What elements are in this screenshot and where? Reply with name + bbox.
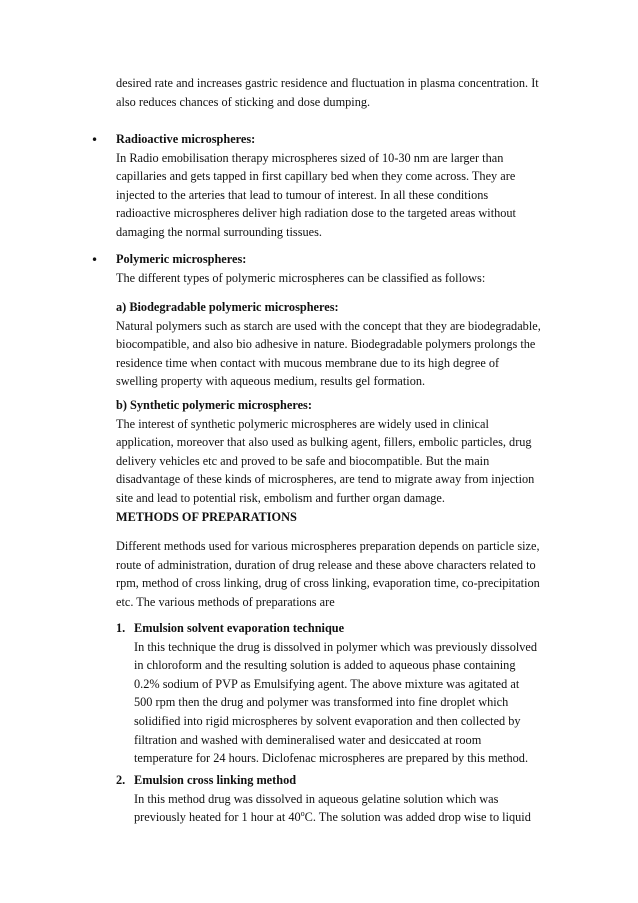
- subsection-heading: b) Synthetic polymeric microspheres:: [116, 398, 312, 412]
- item-number: 2.: [116, 773, 126, 787]
- paragraph-line: capillaries and gets tapped in first capillary bed when they come across. They are: [116, 169, 516, 184]
- bullet-icon: •: [91, 133, 99, 147]
- line-text: previously heated for 1 hour at 40: [134, 810, 301, 825]
- degree-superscript: o: [300, 809, 305, 819]
- paragraph-line: filtration and washed with demineralised water and desiccated at room: [134, 732, 482, 747]
- item-number: 1.: [116, 621, 126, 635]
- paragraph-line: Natural polymers such as starch are used with the concept that they are biodegradable,: [116, 318, 541, 333]
- paragraph-line: 500 rpm then the drug and polymer was transformed into fine droplet which: [134, 695, 509, 710]
- paragraph-line: in chloroform and the resulting solution is added to aqueous phase containing: [134, 658, 516, 673]
- method-item-1: [134, 619, 562, 768]
- paragraph-line: In this method drug was dissolved in aqueous gelatine solution which was: [134, 791, 499, 806]
- paragraph-line: injected to the arteries that lead to tumour of interest. In all these conditions: [116, 187, 489, 202]
- synthetic-subsection: [116, 396, 562, 508]
- paragraph-line: site and lead to potential risk, embolism and further organ damage.: [116, 490, 445, 505]
- methods-heading-block: [116, 508, 562, 527]
- paragraph-line: route of administration, duration of drug release and these above characters related to: [116, 557, 536, 572]
- paragraph-line: swelling property with aqueous medium, results gel formation.: [116, 374, 426, 389]
- paragraph-line: biocompatible, and also bio adhesive in nature. Biodegradable polymers prolongs the: [116, 337, 536, 352]
- paragraph-line: The interest of synthetic polymeric microspheres are widely used in clinical: [116, 416, 489, 431]
- paragraph-line: [134, 808, 562, 827]
- paragraph-line: Different methods used for various microspheres preparation depends on particle size,: [116, 539, 540, 553]
- section-heading: Radioactive microspheres:: [116, 132, 256, 146]
- paragraph-line: In Radio emobilisation therapy microspheres sized of 10-30 nm are larger than: [116, 150, 504, 165]
- item-heading: Emulsion solvent evaporation technique: [134, 621, 345, 635]
- intro-line: also reduces chances of sticking and dose dumping.: [116, 94, 371, 109]
- paragraph-line: residence time when contact with mucous membrane due to its high degree of: [116, 355, 500, 370]
- intro-line: desired rate and increases gastric residence and fluctuation in plasma concentration. It: [116, 76, 539, 90]
- paragraph-line: The different types of polymeric microspheres can be classified as follows:: [116, 270, 486, 285]
- methods-intro: [116, 537, 562, 611]
- biodegradable-subsection: [116, 298, 562, 391]
- paragraph-line: solidified into rigid microspheres by solvent evaporation and then collected by: [134, 713, 521, 728]
- paragraph-line: radioactive microspheres deliver high radiation dose to the targeted areas without: [116, 206, 516, 221]
- intro-paragraph: [116, 74, 562, 111]
- paragraph-line: damaging the normal surrounding tissues.: [116, 224, 322, 239]
- radioactive-section: [116, 130, 562, 242]
- item-heading: Emulsion cross linking method: [134, 773, 297, 787]
- paragraph-line: delivery vehicles etc and proved to be safe and biocompatible. But the main: [116, 453, 490, 468]
- subsection-heading: a) Biodegradable polymeric microspheres:: [116, 300, 339, 314]
- paragraph-line: In this technique the drug is dissolved in polymer which was previously dissolved: [134, 639, 538, 654]
- paragraph-line: application, moreover that also used as bulking agent, fillers, embolic particles, drug: [116, 435, 532, 450]
- line-text: C. The solution was added drop wise to liquid: [304, 810, 531, 825]
- paragraph-line: rpm, method of cross linking, drug of cross linking, evaporation time, co-precipitation: [116, 576, 540, 591]
- polymeric-section: [116, 250, 562, 287]
- paragraph-line: temperature for 24 hours. Diclofenac microspheres are prepared by this method.: [134, 751, 529, 766]
- methods-heading: METHODS OF PREPARATIONS: [116, 510, 297, 524]
- paragraph-line: disadvantage of these kinds of microspheres, are tend to migrate away from injection: [116, 472, 535, 487]
- method-item-2: [134, 771, 562, 827]
- bullet-icon: •: [91, 253, 99, 267]
- section-heading: Polymeric microspheres:: [116, 252, 247, 266]
- paragraph-line: etc. The various methods of preparations are: [116, 594, 335, 609]
- paragraph-line: 0.2% sodium of PVP as Emulsifying agent. The above mixture was agitated at: [134, 676, 520, 691]
